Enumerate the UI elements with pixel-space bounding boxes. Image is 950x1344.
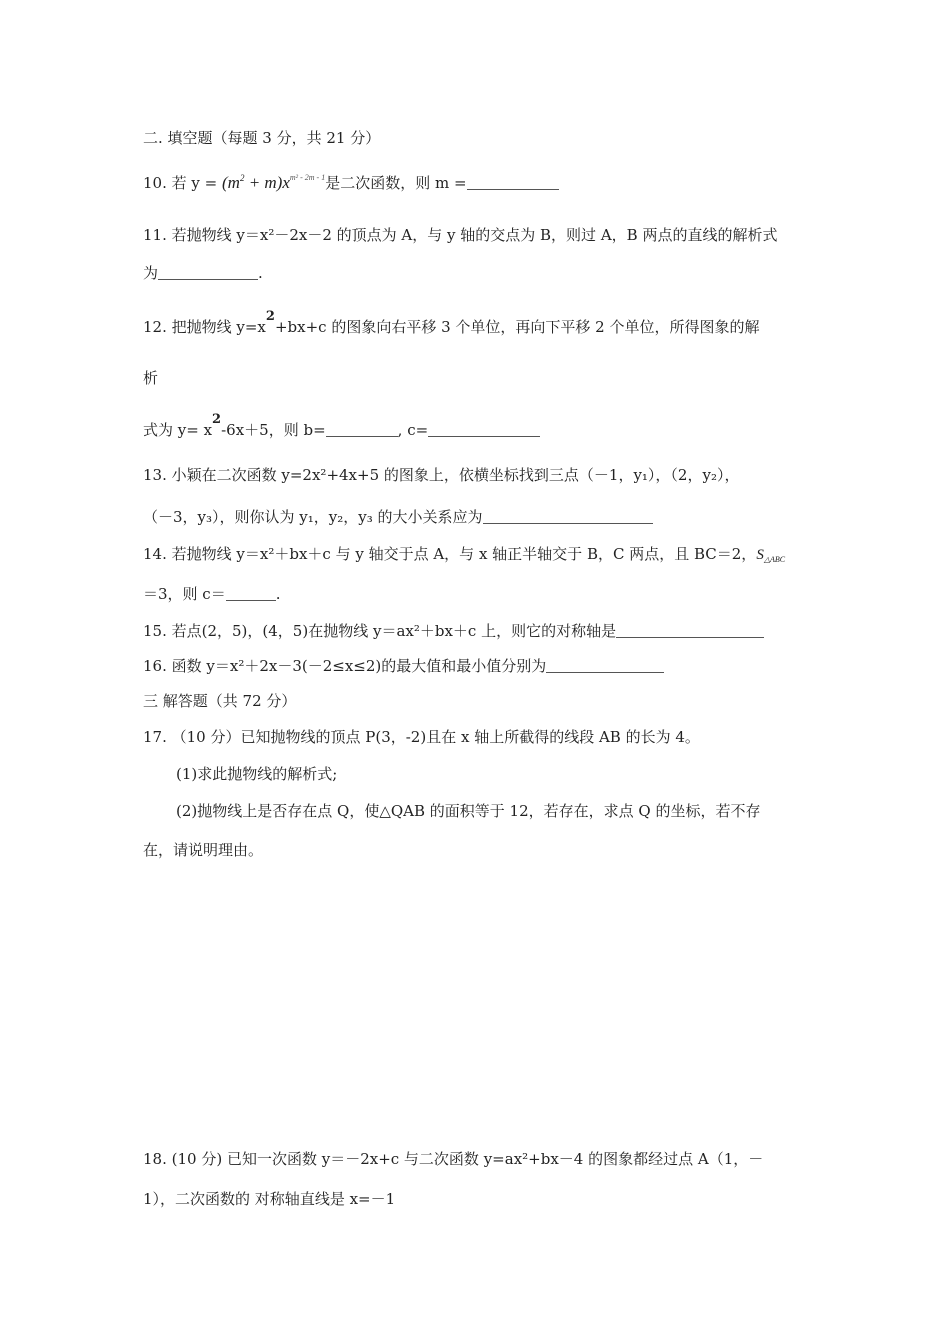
section-2-title: 二. 填空题（每题 3 分，共 21 分） (143, 129, 381, 147)
q12-line1-prefix: 12. 把抛物线 y=x (143, 318, 266, 336)
q12-line1-sup: 2 (265, 309, 275, 324)
question-12-line3 (143, 410, 540, 440)
question-18-line1: 18. (10 分) 已知一次函数 y＝－2x+c 与二次函数 y=ax²+bx－4 的图象都经过点 A（1，－ (143, 1150, 764, 1168)
question-17-part1: (1)求此抛物线的解析式; (176, 765, 338, 783)
question-16 (143, 656, 664, 676)
question-12-line2: 析 (143, 369, 159, 387)
q10-formula: $(m^2 + m)x^{m^2 - 2m - 1}$ (221, 173, 326, 192)
q13-line2-text: （－3，y₃），则你认为 y₁，y₂，y₃ 的大小关系应为 (143, 508, 483, 526)
q11-line2-suffix: . (258, 264, 263, 282)
q15-answer-blank[interactable] (616, 623, 764, 638)
section-3-title: 三 解答题（共 72 分） (143, 692, 297, 710)
question-14-line1 (143, 544, 785, 565)
question-18-line2: 1），二次函数的 对称轴直线是 x=－1 (143, 1190, 396, 1208)
question-11-line1: 11. 若抛物线 y＝x²－2x－2 的顶点为 A，与 y 轴的交点为 B，则过 A，B 两点的直线的解析式 (143, 226, 778, 244)
question-12-line1 (143, 307, 759, 337)
q12-c-blank[interactable] (428, 422, 540, 437)
q10-suffix: 是二次函数，则 m = (325, 174, 467, 192)
q12-line3-sup: 2 (212, 412, 222, 427)
q14-answer-blank[interactable] (226, 586, 276, 601)
q16-text: 16. 函数 y＝x²＋2x－3(－2≤x≤2)的最大值和最小值分别为 (143, 657, 547, 675)
q13-answer-blank[interactable] (483, 509, 653, 524)
q10-answer-blank[interactable] (467, 175, 559, 190)
question-17-part2-line1: (2)抛物线上是否存在点 Q，使△QAB 的面积等于 12，若存在，求点 Q 的坐标，若不存 (176, 802, 761, 820)
q14-area-symbol (756, 547, 785, 563)
q12-line3-c: , c= (397, 421, 429, 439)
q11-line2-prefix: 为 (143, 264, 159, 282)
question-11-line2 (143, 263, 263, 283)
q14-line2-prefix: ＝3，则 c＝ (143, 585, 226, 603)
question-13-line2 (143, 507, 653, 527)
q10-prefix: 10. 若 y = (143, 174, 218, 192)
question-14-line2 (143, 584, 281, 604)
q14-line2-suffix: . (275, 585, 281, 603)
q12-b-blank[interactable] (326, 422, 398, 437)
q16-answer-blank[interactable] (546, 658, 664, 673)
q11-answer-blank[interactable] (158, 265, 258, 280)
question-10 (143, 168, 559, 193)
q14-area-s: S (756, 547, 764, 563)
question-17-part2-line2: 在，请说明理由。 (143, 841, 264, 859)
q12-line1-suffix: +bx+c 的图象向右平移 3 个单位，再向下平移 2 个单位，所得图象的解 (274, 318, 760, 336)
question-17-stem: 17. （10 分）已知抛物线的顶点 P(3，-2)且在 x 轴上所截得的线段 AB 的长为 4。 (143, 728, 700, 746)
q14-area-sub: △ABC (763, 555, 786, 564)
q12-line3-prefix: 式为 y= x (143, 421, 213, 439)
question-13-line1: 13. 小颖在二次函数 y=2x²+4x+5 的图象上，依横坐标找到三点（－1，y₁），（2，y₂）， (143, 466, 740, 484)
q14-line1-text: 14. 若抛物线 y＝x²＋bx＋c 与 y 轴交于点 A，与 x 轴正半轴交于 B，C 两点，且 BC＝2， (143, 545, 757, 563)
q15-text: 15. 若点(2，5)，(4，5)在抛物线 y＝ax²＋bx＋c 上，则它的对称轴是 (143, 622, 617, 640)
q12-line3-mid: -6x＋5，则 b= (221, 421, 326, 439)
question-15 (143, 621, 764, 641)
